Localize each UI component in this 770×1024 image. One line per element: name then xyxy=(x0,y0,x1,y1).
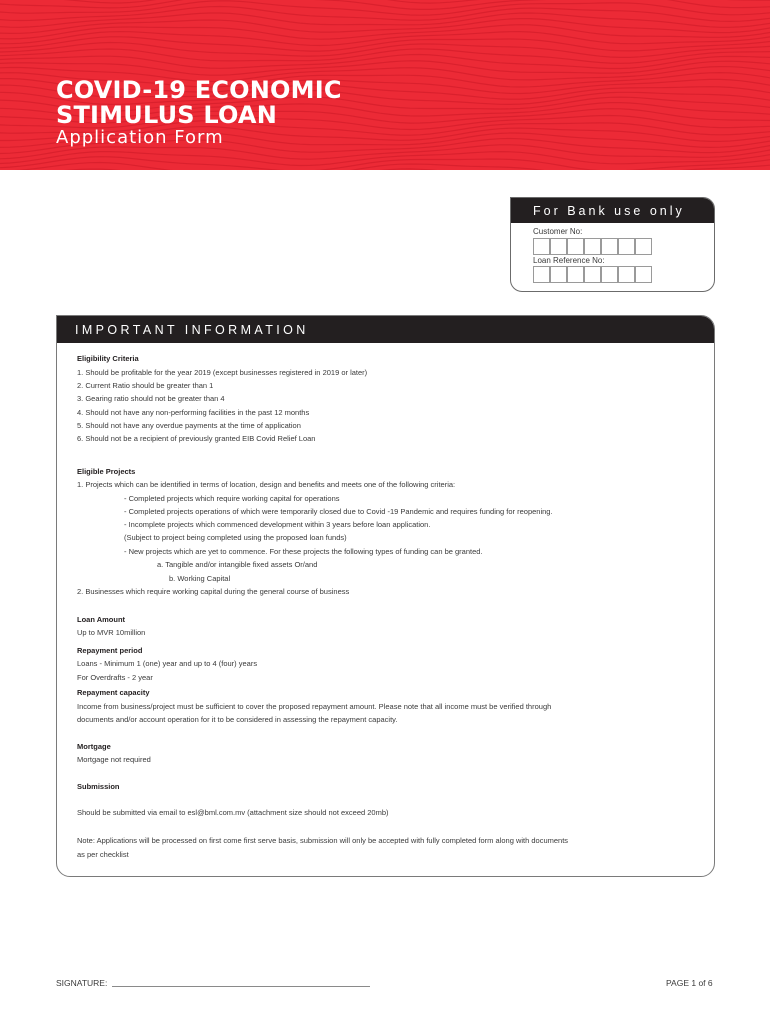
repayment-period-title: Repayment period xyxy=(77,646,143,655)
loan-ref-digit[interactable] xyxy=(601,266,618,283)
title-line-2: STIMULUS LOAN xyxy=(56,101,277,129)
repayment-period-line: For Overdrafts - 2 year xyxy=(77,673,153,682)
mortgage-text: Mortgage not required xyxy=(77,755,151,764)
eligibility-item: 3. Gearing ratio should not be greater than 4 xyxy=(77,394,225,403)
projects-sub-item: - Completed projects operations of which were temporarily closed due to Covid -19 Pandemic and requires funding for reopening. xyxy=(124,507,553,516)
projects-item-2: 2. Businesses which require working capital during the general course of business xyxy=(77,587,350,596)
customer-no-digit[interactable] xyxy=(567,238,584,255)
signature-label: SIGNATURE: xyxy=(56,978,108,988)
eligibility-item: 6. Should not be a recipient of previously granted EIB Covid Relief Loan xyxy=(77,434,316,443)
mortgage-title: Mortgage xyxy=(77,742,111,751)
projects-funding-item: a. Tangible and/or intangible fixed assets Or/and xyxy=(157,560,318,569)
customer-no-label: Customer No: xyxy=(533,227,583,236)
projects-sub-item: - New projects which are yet to commence. For these projects the following types of funding can be granted. xyxy=(124,547,483,556)
header-banner xyxy=(0,0,770,170)
loan-ref-digit[interactable] xyxy=(533,266,550,283)
submission-title: Submission xyxy=(77,782,120,791)
projects-funding-item: b. Working Capital xyxy=(169,574,231,583)
customer-no-digit[interactable] xyxy=(618,238,635,255)
form-subtitle: Application Form xyxy=(56,127,224,148)
repayment-capacity-title: Repayment capacity xyxy=(77,688,150,697)
loan-ref-digit[interactable] xyxy=(618,266,635,283)
loan-amount-title: Loan Amount xyxy=(77,615,126,624)
projects-intro: 1. Projects which can be identified in terms of location, design and benefits and meets one of the following criteria: xyxy=(77,480,456,489)
repayment-period-line: Loans - Minimum 1 (one) year and up to 4 (four) years xyxy=(77,659,258,668)
customer-no-digit[interactable] xyxy=(584,238,601,255)
customer-no-digit[interactable] xyxy=(550,238,567,255)
repayment-capacity-line: Income from business/project must be sufficient to cover the proposed repayment amount. Please note that all income must be verified through xyxy=(77,702,552,711)
signature-line[interactable] xyxy=(112,986,370,987)
page-number: PAGE 1 of 6 xyxy=(666,978,713,988)
eligibility-item: 2. Current Ratio should be greater than 1 xyxy=(77,381,214,390)
important-information-heading: IMPORTANT INFORMATION xyxy=(57,316,714,343)
important-information-panel xyxy=(56,315,715,877)
note-line: Note: Applications will be processed on first come first serve basis, submission will only be accepted with fully completed form along with documents xyxy=(77,836,569,845)
loan-amount-text: Up to MVR 10million xyxy=(77,628,146,637)
loan-ref-label: Loan Reference No: xyxy=(533,256,605,265)
eligibility-title: Eligibility Criteria xyxy=(77,354,139,363)
title-line-1: COVID-19 ECONOMIC xyxy=(56,76,342,104)
submission-text: Should be submitted via email to esl@bml.com.mv (attachment size should not exceed 20mb) xyxy=(77,808,389,817)
projects-sub-item: (Subject to project being completed using the proposed loan funds) xyxy=(124,533,347,542)
loan-ref-field[interactable] xyxy=(533,266,652,283)
customer-no-digit[interactable] xyxy=(635,238,652,255)
loan-ref-digit[interactable] xyxy=(567,266,584,283)
bank-use-heading: For Bank use only xyxy=(511,198,714,223)
eligibility-item: 5. Should not have any overdue payments at the time of application xyxy=(77,421,301,430)
eligibility-item: 4. Should not have any non-performing facilities in the past 12 months xyxy=(77,408,310,417)
note-line: as per checklist xyxy=(77,850,129,859)
eligibility-item: 1. Should be profitable for the year 2019 (except businesses registered in 2019 or later) xyxy=(77,368,368,377)
projects-title: Eligible Projects xyxy=(77,467,136,476)
form-title xyxy=(56,78,342,128)
bank-use-box xyxy=(510,197,715,292)
customer-no-digit[interactable] xyxy=(601,238,618,255)
loan-ref-digit[interactable] xyxy=(550,266,567,283)
projects-sub-item: - Incomplete projects which commenced development within 3 years before loan application. xyxy=(124,520,431,529)
loan-ref-digit[interactable] xyxy=(584,266,601,283)
repayment-capacity-line: documents and/or account operation for it to be considered in assessing the repayment capacity. xyxy=(77,715,398,724)
projects-sub-item: - Completed projects which require working capital for operations xyxy=(124,494,340,503)
customer-no-digit[interactable] xyxy=(533,238,550,255)
loan-ref-digit[interactable] xyxy=(635,266,652,283)
customer-no-field[interactable] xyxy=(533,238,652,255)
